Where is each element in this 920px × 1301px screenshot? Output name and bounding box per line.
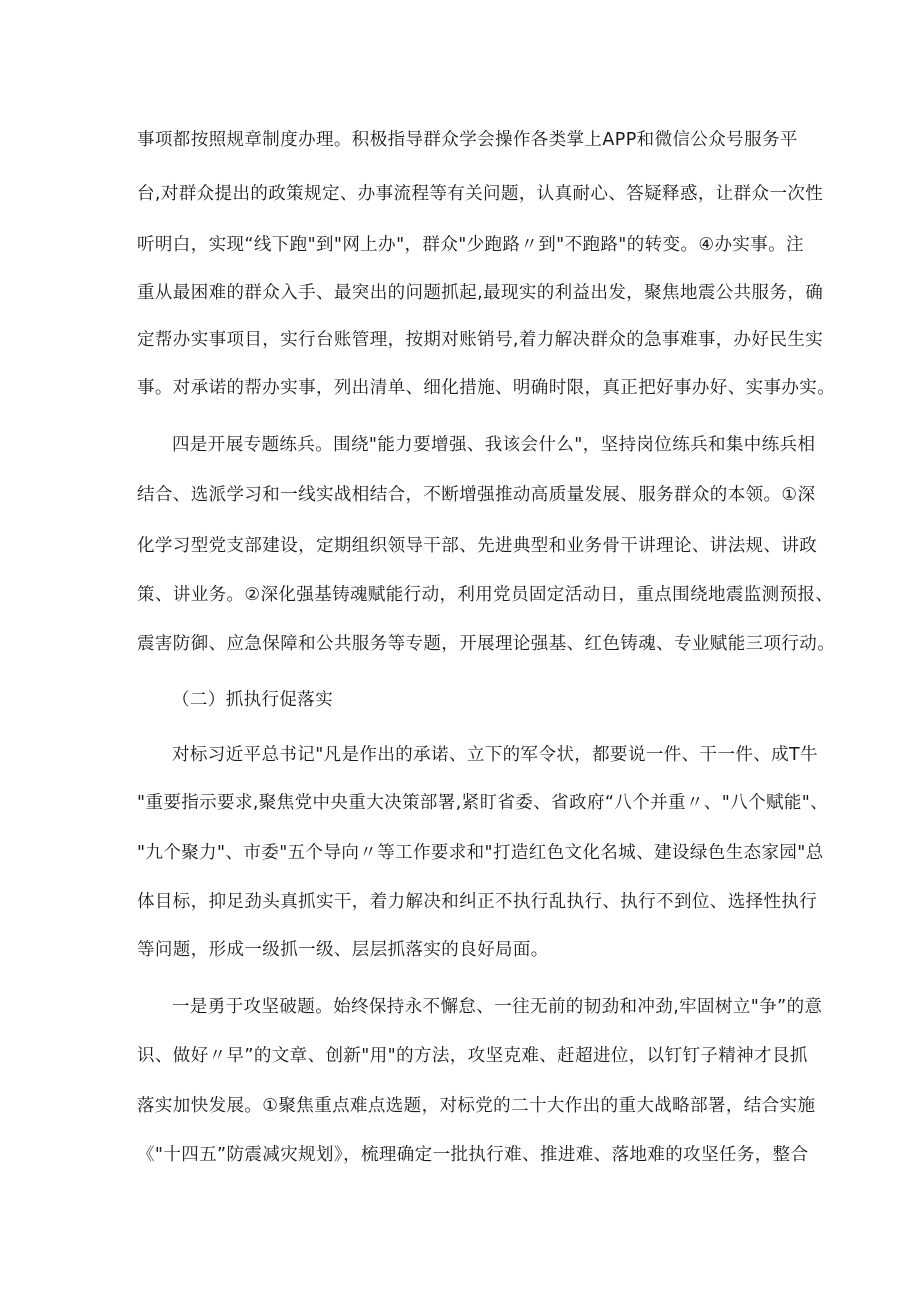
text-line: 等问题，形成一级抓一级、层层抓落实的良好局面。 [137,940,549,960]
text-line: 落实加快发展。①聚焦重点难点选题，对标党的二十大作出的重大战略部署，结合实施 [137,1096,816,1116]
text-line: 事。对承诺的帮办实事，列出清单、细化措施、明确时限，真正把好事办好、实事办实。 [137,378,836,398]
text-line: "重要指示要求,聚焦党中央重大决策部署,紧盯省委、省政府“八个并重〃、"八个赋能"、 [137,793,829,813]
text-line: 台,对群众提出的政策规定、办事流程等有关问题，认真耐心、答疑释惑，让群众一次性 [137,184,824,204]
text-line: 事项都按照规章制度办理。积极指导群众学会操作各类掌上APP和微信公众号服务平 [137,130,798,150]
text-line: 定帮办实事项目，实行台账管理，按期对账销号,着力解决群众的急事难事，办好民生实 [137,330,824,350]
text-line: "九个聚力"、市委"五个导向〃等工作要求和"打造红色文化名城、建设绿色生态家园"总 [137,843,824,863]
text-line: 四是开展专题练兵。围绕"能力要增强、我该会什么"，坚持岗位练兵和集中练兵相 [172,435,816,455]
section-heading-text: （二）抓执行促落实 [172,690,334,710]
text-line: 一是勇于攻坚破题。始终保持永不懈怠、一往无前的韧劲和冲劲,牢固树立"争”的意 [172,997,823,1017]
text-line: 体目标，抑足劲头真抓实干，着力解决和纠正不执行乱执行、执行不到位、选择性执行 [137,892,818,912]
text-line: 识、做好〃早”的文章、创新"用"的方法，攻坚克难、赶超进位，以钉钉子精神才艮抓 [137,1046,808,1066]
text-line: 对标习近平总书记"凡是作出的承诺、立下的军令状，都要说一件、干一件、成T牛 [172,745,819,765]
text-line: 重从最困难的群众入手、最突出的问题抓起,最现实的利益出发，聚焦地震公共服务，确 [137,283,824,303]
text-line: 化学习型党支部建设，定期组织领导干部、先进典型和业务骨干讲理论、讲法规、讲政 [137,536,818,556]
text-line: 结合、选派学习和一线实战相结合，不断增强推动高质量发展、服务群众的本领。①深 [137,485,816,505]
text-line: 《"十四五”防震减灾规划》，梳理确定一批执行难、推进难、落地难的攻坚任务，整合 [137,1145,809,1165]
text-line: 听明白，实现“线下跑"到"网上办"，群众"少跑路〃到"不跑路"的转变。④办实事。注 [137,235,804,255]
text-line: 策、讲业务。②深化强基铸魂赋能行动，利用党员固定活动日，重点围绕地震监测预报、 [137,585,834,605]
text-line: 震害防御、应急保障和公共服务等专题，开展理论强基、红色铸魂、专业赋能三项行动。 [137,634,836,654]
